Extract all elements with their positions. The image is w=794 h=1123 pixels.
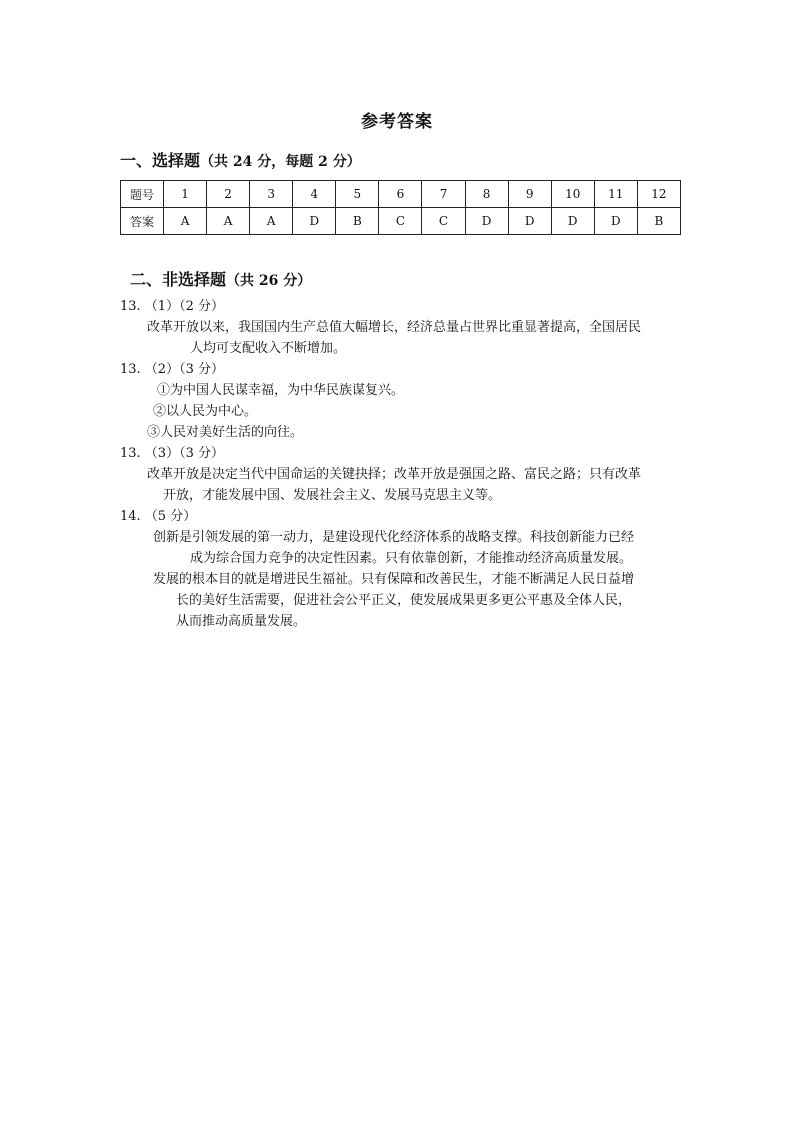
answer-line: 创新是引领发展的第一动力，是建设现代化经济体系的战略支撑。科技创新能力已经: [153, 530, 635, 545]
section2-note: （共 26 分）: [226, 273, 312, 289]
question-number: 9: [508, 181, 551, 208]
question-number: 3: [250, 181, 293, 208]
answer-cell: D: [293, 208, 336, 235]
question-number: 4: [293, 181, 336, 208]
answer-line: 成为综合国力竞争的决定性因素。只有依靠创新，才能推动经济高质量发展。: [190, 551, 633, 566]
answer-line: ③人民对美好生活的向往。: [147, 425, 304, 440]
answer-cell: A: [207, 208, 250, 235]
question-number: 10: [551, 181, 594, 208]
answer-cell: A: [250, 208, 293, 235]
question-number: 2: [207, 181, 250, 208]
question-label: 14. （5 分）: [120, 509, 197, 524]
question-number: 8: [465, 181, 508, 208]
section1-title: 一、选择题: [120, 151, 201, 170]
answer-cell: A: [164, 208, 207, 235]
question-number: 6: [379, 181, 422, 208]
section1-note: （共 24 分，每题 2 分）: [200, 154, 361, 170]
answer-cell: B: [336, 208, 379, 235]
answer-table: [120, 180, 681, 235]
answer-cell: D: [465, 208, 508, 235]
question-number: 12: [637, 181, 680, 208]
question-number: 11: [594, 181, 637, 208]
question-number: 7: [422, 181, 465, 208]
section1-heading: [120, 148, 361, 171]
page-title: 参考答案: [361, 112, 433, 132]
question-label: 13. （2）（3 分）: [120, 362, 224, 377]
answer-cell: B: [637, 208, 680, 235]
answer-line: 开放，才能发展中国、发展社会主义、发展马克思主义等。: [163, 488, 502, 503]
answer-line: 发展的根本目的就是增进民生福祉。只有保障和改善民生，才能不断满足人民日益增: [153, 572, 635, 587]
answer-line: 改革开放是决定当代中国命运的关键抉择；改革开放是强国之路、富民之路；只有改革: [147, 467, 642, 482]
question-number-row: [121, 181, 681, 208]
answer-cell: D: [508, 208, 551, 235]
answer-line: 人均可支配收入不断增加。: [190, 341, 347, 356]
row-label-question: 题号: [121, 181, 164, 208]
question-label: 13. （3）（3 分）: [120, 446, 224, 461]
section2-heading: [130, 267, 311, 290]
answer-cell: D: [551, 208, 594, 235]
question-number: 5: [336, 181, 379, 208]
question-number: 1: [164, 181, 207, 208]
answer-cell: D: [594, 208, 637, 235]
row-label-answer: 答案: [121, 208, 164, 235]
section2-title: 二、非选择题: [130, 270, 227, 289]
answer-cell: C: [422, 208, 465, 235]
answer-line: 改革开放以来，我国国内生产总值大幅增长，经济总量占世界比重显著提高，全国居民: [147, 320, 642, 335]
answer-line: 长的美好生活需要，促进社会公平正义，使发展成果更多更公平惠及全体人民，: [176, 593, 632, 608]
answer-cell: C: [379, 208, 422, 235]
question-label: 13. （1）（2 分）: [120, 299, 224, 314]
answer-line: ②以人民为中心。: [153, 404, 258, 419]
answer-line: 从而推动高质量发展。: [176, 614, 307, 629]
answer-row: [121, 208, 681, 235]
answer-line: ①为中国人民谋幸福，为中华民族谋复兴。: [157, 383, 405, 398]
